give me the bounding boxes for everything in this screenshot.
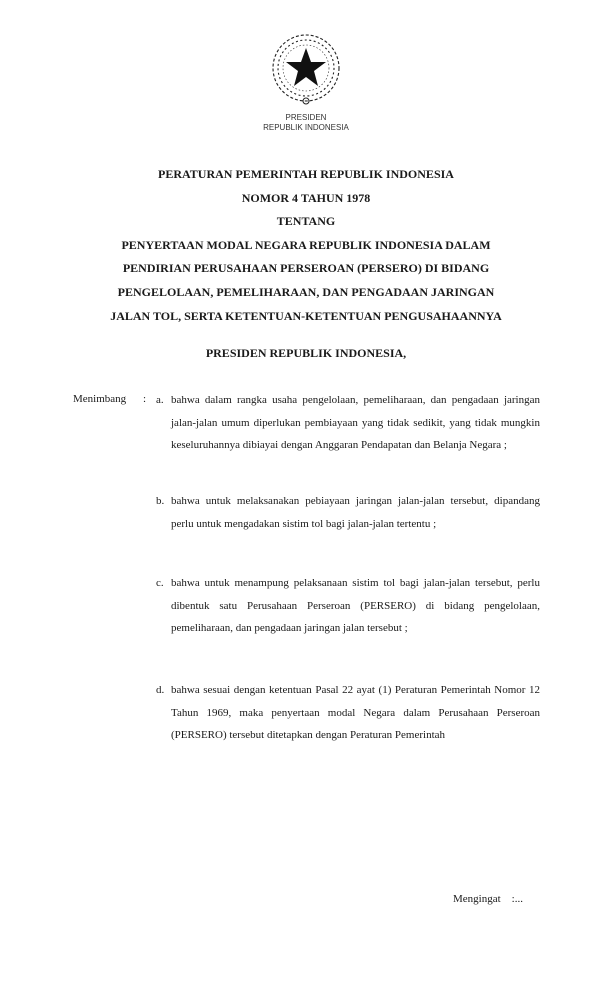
item-text: bahwa untuk menampung pelaksanaan sistim tol bagi jalan-jalan tersebut, perlu dibentuk satu Perusahaan Perseroan (PERSERO) di bidang pengelolaan, pemeliharaan, dan pengadaan jaringan jalan tersebut ; <box>171 577 540 635</box>
title-line: JALAN TOL, SERTA KETENTUAN-KETENTUAN PENGUSAHAANNYA <box>110 308 502 323</box>
item-letter: d. <box>156 684 165 696</box>
emblem-caption-republic: REPUBLIK INDONESIA <box>263 123 349 132</box>
title-line: PENYERTAAN MODAL NEGARA REPUBLIK INDONESIA DALAM <box>121 237 491 252</box>
presidential-emblem-icon <box>268 30 344 110</box>
considering-colon: : <box>143 393 147 405</box>
title-line: TENTANG <box>276 214 336 229</box>
document-title <box>0 163 612 328</box>
title-line: NOMOR 4 TAHUN 1978 <box>241 190 371 205</box>
continuation-marker: Mengingat :... <box>453 893 523 905</box>
title-line: PERATURAN PEMERINTAH REPUBLIK INDONESIA <box>158 167 454 181</box>
item-text: bahwa sesuai dengan ketentuan Pasal 22 ayat (1) Peraturan Pemerintah Nomor 12 Tahun 1969, maka penyertaan modal Negara dalam Perusahaan Perseroan (PERSERO) tersebut ditetapkan dengan Peraturan Pemerintah <box>171 684 540 742</box>
considering-item-d <box>156 679 540 747</box>
item-text: bahwa dalam rangka usaha pengelolaan, pemeliharaan, dan pengadaan jaringan jalan-jalan umum diperlukan pembiayaan yang tidak sedikit, yang tidak mungkin keseluruhannya dibiayai dengan Anggaran Pendapatan dan Belanja Negara ; <box>171 394 540 452</box>
president-heading: PRESIDEN REPUBLIK INDONESIA, <box>205 346 407 360</box>
considering-label: Menimbang <box>73 393 127 405</box>
title-line: PENGELOLAAN, PEMELIHARAAN, DAN PENGADAAN JARINGAN <box>117 284 495 299</box>
considering-item-a <box>156 389 540 457</box>
item-letter: a. <box>156 394 164 406</box>
item-letter: c. <box>156 577 164 589</box>
title-line: PENDIRIAN PERUSAHAAN PERSEROAN (PERSERO) DI BIDANG <box>122 261 490 276</box>
considering-item-b <box>156 490 540 535</box>
item-letter: b. <box>156 495 165 507</box>
emblem-caption-president: PRESIDEN <box>285 113 327 122</box>
item-text: bahwa untuk melaksanakan pebiayaan jaringan jalan-jalan tersebut, dipandang perlu untuk mengadakan sistim tol bagi jalan-jalan tertentu ; <box>171 495 540 530</box>
considering-item-c <box>156 572 540 640</box>
